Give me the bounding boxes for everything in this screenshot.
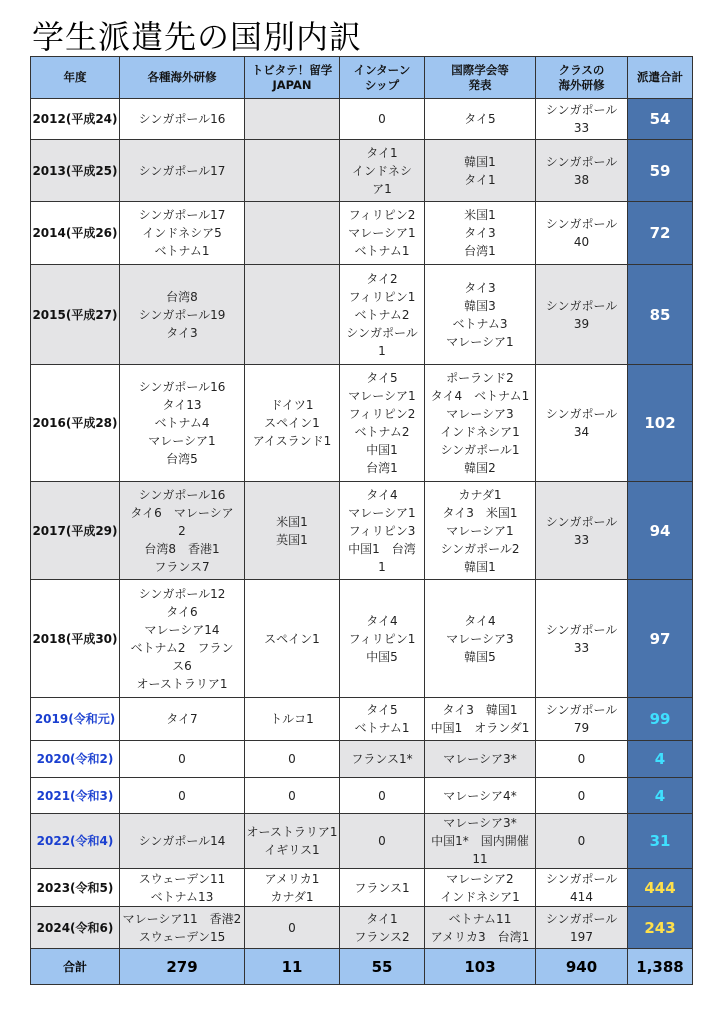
year-cell: 2019(令和元)	[31, 698, 120, 741]
total-cell: 72	[628, 202, 693, 265]
class-cell: 0	[536, 814, 628, 869]
class-cell: シンガポール 40	[536, 202, 628, 265]
header-gakkai: 国際学会等 発表	[425, 57, 536, 99]
intern-cell: タイ4 フィリピン1 中国5	[340, 580, 425, 698]
table-row	[31, 482, 693, 580]
intern-cell: フランス1	[340, 869, 425, 907]
sum-row	[31, 949, 693, 985]
total-cell: 99	[628, 698, 693, 741]
class-cell: シンガポール 33	[536, 482, 628, 580]
intern-cell: タイ1 フランス2	[340, 907, 425, 949]
tobitate-cell	[245, 140, 340, 202]
class-cell: シンガポール 39	[536, 265, 628, 365]
sum-label: 合計	[31, 949, 120, 985]
tobitate-cell: 0	[245, 741, 340, 778]
gakkai-cell: マレーシア3* 中国1* 国内開催11	[425, 814, 536, 869]
header-kaigai: 各種海外研修	[120, 57, 245, 99]
table-row	[31, 814, 693, 869]
intern-cell: タイ5 ベトナム1	[340, 698, 425, 741]
year-cell: 2023(令和5)	[31, 869, 120, 907]
header-row	[31, 57, 693, 99]
class-cell: 0	[536, 778, 628, 814]
gakkai-cell: タイ3 韓国3 ベトナム3 マレーシア1	[425, 265, 536, 365]
gakkai-cell: ベトナム11 アメリカ3 台湾1	[425, 907, 536, 949]
year-cell: 2017(平成29)	[31, 482, 120, 580]
year-cell: 2016(平成28)	[31, 365, 120, 482]
sum-total: 1,388	[628, 949, 693, 985]
kaigai-cell: マレーシア11 香港2 スウェーデン15	[120, 907, 245, 949]
intern-cell: フランス1*	[340, 741, 425, 778]
total-cell: 102	[628, 365, 693, 482]
intern-cell: タイ1 インドネシ ア1	[340, 140, 425, 202]
intern-cell: 0	[340, 778, 425, 814]
table-row	[31, 365, 693, 482]
total-cell: 4	[628, 778, 693, 814]
table-row	[31, 140, 693, 202]
gakkai-cell: タイ3 韓国1 中国1 オランダ1	[425, 698, 536, 741]
gakkai-cell: マレーシア3*	[425, 741, 536, 778]
tobitate-cell: アメリカ1 カナダ1	[245, 869, 340, 907]
table-row	[31, 778, 693, 814]
total-cell: 85	[628, 265, 693, 365]
total-cell: 444	[628, 869, 693, 907]
tobitate-cell: 米国1 英国1	[245, 482, 340, 580]
header-class: クラスの 海外研修	[536, 57, 628, 99]
table-row	[31, 265, 693, 365]
table-row	[31, 741, 693, 778]
kaigai-cell: スウェーデン11 ベトナム13	[120, 869, 245, 907]
sum-kaigai: 279	[120, 949, 245, 985]
sum-tobitate: 11	[245, 949, 340, 985]
intern-cell: タイ2 フィリピン1 ベトナム2 シンガポール 1	[340, 265, 425, 365]
total-cell: 54	[628, 99, 693, 140]
tobitate-cell: ドイツ1 スペイン1 アイスランド1	[245, 365, 340, 482]
header-total: 派遣合計	[628, 57, 693, 99]
table-row	[31, 907, 693, 949]
total-cell: 31	[628, 814, 693, 869]
tobitate-cell: トルコ1	[245, 698, 340, 741]
year-cell: 2021(令和3)	[31, 778, 120, 814]
table-row	[31, 580, 693, 698]
class-cell: シンガポール 33	[536, 99, 628, 140]
year-cell: 2018(平成30)	[31, 580, 120, 698]
year-cell: 2014(平成26)	[31, 202, 120, 265]
sum-gakkai: 103	[425, 949, 536, 985]
year-cell: 2020(令和2)	[31, 741, 120, 778]
total-cell: 4	[628, 741, 693, 778]
class-cell: シンガポール 197	[536, 907, 628, 949]
sum-intern: 55	[340, 949, 425, 985]
dispatch-table	[30, 56, 693, 985]
intern-cell: タイ5 マレーシア1 フィリピン2 ベトナム2 中国1 台湾1	[340, 365, 425, 482]
class-cell: シンガポール 34	[536, 365, 628, 482]
gakkai-cell: タイ4 マレーシア3 韓国5	[425, 580, 536, 698]
kaigai-cell: シンガポール16 タイ6 マレーシア 2 台湾8 香港1 フランス7	[120, 482, 245, 580]
kaigai-cell: 0	[120, 778, 245, 814]
kaigai-cell: シンガポール16	[120, 99, 245, 140]
total-cell: 97	[628, 580, 693, 698]
tobitate-cell: 0	[245, 778, 340, 814]
tobitate-cell: オーストラリア1 イギリス1	[245, 814, 340, 869]
class-cell: シンガポール 414	[536, 869, 628, 907]
gakkai-cell: 米国1 タイ3 台湾1	[425, 202, 536, 265]
intern-cell: 0	[340, 814, 425, 869]
year-cell: 2015(平成27)	[31, 265, 120, 365]
intern-cell: 0	[340, 99, 425, 140]
tobitate-cell: 0	[245, 907, 340, 949]
class-cell: 0	[536, 741, 628, 778]
gakkai-cell: 韓国1 タイ1	[425, 140, 536, 202]
kaigai-cell: 0	[120, 741, 245, 778]
gakkai-cell: マレーシア2 インドネシア1	[425, 869, 536, 907]
kaigai-cell: 台湾8 シンガポール19 タイ3	[120, 265, 245, 365]
kaigai-cell: シンガポール17	[120, 140, 245, 202]
intern-cell: フィリピン2 マレーシア1 ベトナム1	[340, 202, 425, 265]
kaigai-cell: シンガポール14	[120, 814, 245, 869]
gakkai-cell: カナダ1 タイ3 米国1 マレーシア1 シンガポール2 韓国1	[425, 482, 536, 580]
tobitate-cell	[245, 99, 340, 140]
kaigai-cell: シンガポール12 タイ6 マレーシア14 ベトナム2 フラン ス6 オーストラリア1	[120, 580, 245, 698]
year-cell: 2022(令和4)	[31, 814, 120, 869]
gakkai-cell: マレーシア4*	[425, 778, 536, 814]
table-row	[31, 698, 693, 741]
table-row	[31, 99, 693, 140]
total-cell: 94	[628, 482, 693, 580]
kaigai-cell: タイ7	[120, 698, 245, 741]
kaigai-cell: シンガポール17 インドネシア5 ベトナム1	[120, 202, 245, 265]
gakkai-cell: ポーランド2 タイ4 ベトナム1 マレーシア3 インドネシア1 シンガポール1 韓国2	[425, 365, 536, 482]
sum-class: 940	[536, 949, 628, 985]
total-cell: 243	[628, 907, 693, 949]
class-cell: シンガポール 33	[536, 580, 628, 698]
table-row	[31, 202, 693, 265]
tobitate-cell	[245, 202, 340, 265]
kaigai-cell: シンガポール16 タイ13 ベトナム4 マレーシア1 台湾5	[120, 365, 245, 482]
page-title: 学生派遣先の国別内訳	[32, 18, 363, 56]
year-cell: 2012(平成24)	[31, 99, 120, 140]
tobitate-cell	[245, 265, 340, 365]
tobitate-cell: スペイン1	[245, 580, 340, 698]
table-row	[31, 869, 693, 907]
class-cell: シンガポール 79	[536, 698, 628, 741]
class-cell: シンガポール 38	[536, 140, 628, 202]
year-cell: 2013(平成25)	[31, 140, 120, 202]
year-cell: 2024(令和6)	[31, 907, 120, 949]
gakkai-cell: タイ5	[425, 99, 536, 140]
header-intern: インターン シップ	[340, 57, 425, 99]
header-year: 年度	[31, 57, 120, 99]
total-cell: 59	[628, 140, 693, 202]
intern-cell: タイ4 マレーシア1 フィリピン3 中国1 台湾 1	[340, 482, 425, 580]
header-tobitate: トビタテ！留学 JAPAN	[245, 57, 340, 99]
